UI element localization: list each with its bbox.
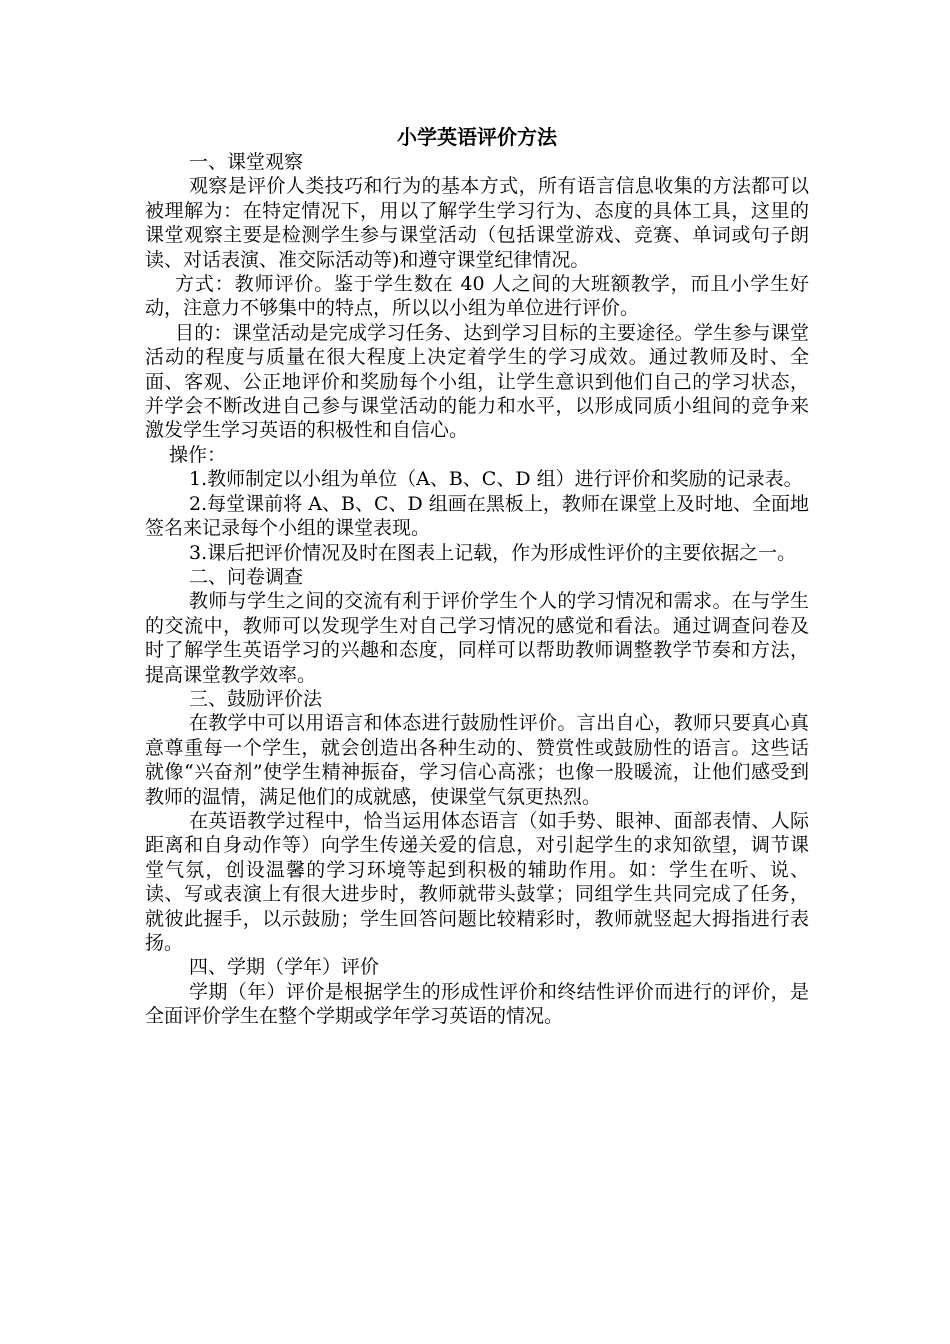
paragraph-purpose: 目的：课堂活动是完成学习任务、达到学习目标的主要途径。学生参与课堂活动的程度与质量在很大程度上决定着学生的学习成效。通过教师及时、全面、客观、公正地评价和奖励每个小组，让学生意识到他们自己的学习状态，并学会不断改进自己参与课堂活动的能力和水平，以形成同质小组间的竞争来激发学生学习英语的积极性和自信心。 <box>145 321 809 442</box>
document-page <box>145 124 809 1029</box>
paragraph-questionnaire: 教师与学生之间的交流有利于评价学生个人的学习情况和需求。在与学生的交流中，教师可以发现学生对自己学习情况的感觉和看法。通过调查问卷及时了解学生英语学习的兴趣和态度，同样可以帮助教师调整教学节奏和方法，提高课堂教学效率。 <box>145 590 809 686</box>
paragraph-observation-intro: 观察是评价人类技巧和行为的基本方式，所有语言信息收集的方法都可以被理解为：在特定情况下，用以了解学生学习行为、态度的具体工具，这里的课堂观察主要是检测学生参与课堂活动（包括课堂游戏、竞赛、单词或句子朗读、对话表演、准交际活动等)和遵守课堂纪律情况。 <box>145 175 809 271</box>
paragraph-semester-evaluation: 学期（年）评价是根据学生的形成性评价和终结性评价而进行的评价，是全面评价学生在整个学期或学年学习英语的情况。 <box>145 980 809 1028</box>
document-title: 小学英语评价方法 <box>397 125 557 149</box>
paragraph-encouragement-verbal: 在教学中可以用语言和体态进行鼓励性评价。言出自心，教师只要真心真意尊重每一个学生，就会创造出各种生动的、赞赏性或鼓励性的语言。这些话就像“兴奋剂”使学生精神振奋，学习信心高涨；也像一股暖流，让他们感受到教师的温情，满足他们的成就感，使课堂气氛更热烈。 <box>145 712 809 808</box>
section-heading-semester-evaluation: 四、学期（学年）评价 <box>189 956 380 979</box>
paragraph-method: 方式：教师评价。鉴于学生数在 40 人之间的大班额教学，而且小学生好动，注意力不够集中的特点，所以以小组为单位进行评价。 <box>145 273 809 320</box>
paragraph-operation-step-2: 2.每堂课前将 A、B、C、D 组画在黑板上，教师在课堂上及时地、全面地签名来记录每个小组的课堂表现。 <box>145 492 809 540</box>
section-heading-classroom-observation: 一、课堂观察 <box>189 151 304 173</box>
paragraph-operation-step-3: 3.课后把评价情况及时在图表上记载，作为形成性评价的主要依据之一。 <box>189 541 797 564</box>
paragraph-operation-step-1: 1.教师制定以小组为单位（A、B、C、D 组）进行评价和奖励的记录表。 <box>189 468 803 491</box>
section-heading-questionnaire: 二、问卷调查 <box>189 565 304 588</box>
section-heading-encouragement: 三、鼓励评价法 <box>189 687 323 710</box>
paragraph-operation-label: 操作： <box>169 443 227 466</box>
paragraph-encouragement-body-language: 在英语教学过程中，恰当运用体态语言（如手势、眼神、面部表情、人际距离和自身动作等）向学生传递关爱的信息，对引起学生的求知欲望，调节课堂气氛，创设温馨的学习环境等起到积极的辅助作用。如：学生在听、说、读、写或表演上有很大进步时，教师就带头鼓掌；同组学生共同完成了任务，就彼此握手，以示鼓励；学生回答问题比较精彩时，教师就竖起大拇指进行表扬。 <box>145 809 809 954</box>
